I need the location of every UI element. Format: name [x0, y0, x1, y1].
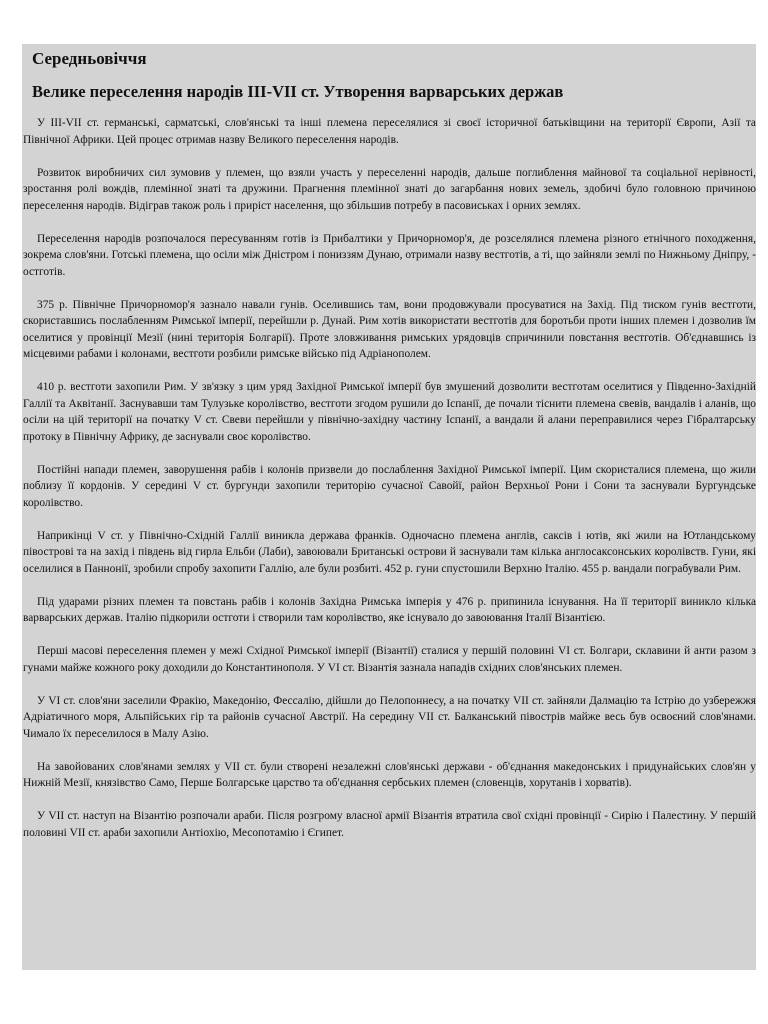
section-heading: Велике переселення народів III-VII ст. Утворення варварських держав: [32, 82, 564, 101]
paragraph: Переселення народів розпочалося пересуванням готів із Прибалтики у Причорномор'я, де розселялися племена різного етнічного походження, зокрема слов'яни. Готські племена, що осіли між Дністром і пониззям Дунаю, отримали назву вестготів, а ті, що зайняли землі по Нижньому Дніпру, - остготів.: [23, 232, 756, 278]
document-body: [22, 115, 756, 841]
paragraph: Перші масові переселення племен у межі Східної Римської імперії (Візантії) сталися у першій половині VI ст. Болгари, склавини й анти разом з гунами майже кожного року доходили до Константинополя. У VI ст. Візантія зазнала нападів східних слов'янських племен.: [23, 645, 756, 674]
paragraph: 410 р. вестготи захопили Рим. У зв'язку з цим уряд Західної Римської імперії був змушений дозволити вестготам оселитися у Південно-Західній Галлії та Аквітанії. Заснувавши там Тулузьке королівство, вестготи згодом рушили до Іспанії, де почали тіснити племена свевів, вандалів і аланів, що осіли на цій території на початку V ст. Свеви перейшли у північно-західну частину Іспанії, а вандали й алани переправилися через Гібралтарську протоку в Північну Африку, де заснували своє королівство.: [23, 381, 756, 443]
paragraph: У III-VII ст. германські, сарматські, слов'янські та інші племена переселялися зі своєї історичної батьківщини на території Європи, Азії та Північної Африки. Цей процес отримав назву Великого переселення народів.: [23, 117, 756, 146]
document-page: [22, 44, 756, 970]
paragraph: Наприкінці V ст. у Північно-Східній Галлії виникла держава франків. Одночасно племена англів, саксів і ютів, які жили на Ютландському півострові та на захід і південь від гирла Ельби (Лаби), завоювали Британські острови й заснували там кілька англосаксонських королівств. Гуни, які оселилися в Паннонії, зробили спробу захопити Галлію, але були розбиті. 452 р. гуни спустошили Верхню Італію. 455 р. вандали пограбували Рим.: [23, 529, 756, 575]
paragraph: На завойованих слов'янами землях у VII ст. були створені незалежні слов'янські держави - об'єднання македонських і придунайських слов'ян у Нижній Мезії, князівство Само, Перше Болгарське царство та об'єднання сербських племен (словенців, хорутанів і хорватів).: [23, 760, 756, 789]
paragraph: Постійні напади племен, заворушення рабів і колонів призвели до послаблення Західної Римської імперії. Цим скористалися племена, що жили поблизу її кордонів. У середині V ст. бургунди захопили територію сучасної Савойї, район Верхньої Рони і Сони та заснували Бургундське королівство.: [23, 463, 756, 509]
paragraph: 375 р. Північне Причорномор'я зазнало навали гунів. Оселившись там, вони продовжували просуватися на Захід. Під тиском гунів вестготи, скориставшись послабленням Римської імперії, перейшли р. Дунай. Рим хотів використати вестготів для боротьби проти інших племен і дозволив їм оселитися у провінції Мезії (нині територія Болгарії). Проте зловживання римських урядовців спричинили повстання вестготів. Об'єднавшись із місцевими рабами і колонами, вестготи розбили римське військо під Адріанополем.: [23, 298, 756, 360]
paragraph: Під ударами різних племен та повстань рабів і колонів Західна Римська імперія у 476 р. припинила існування. На її території виникло кілька варварських держав. Італію підкорили остготи і створили там королівство, яке існувало до завоювання Італії Візантією.: [23, 595, 756, 624]
paragraph: У VI ст. слов'яни заселили Фракію, Македонію, Фессалію, дійшли до Пелопоннесу, а на початку VII ст. зайняли Далмацію та Істрію до узбережжя Адріатичного моря, Альпійських гір та районів сучасної Австрії. На середину VII ст. Балканський півострів майже весь був освоєний слов'янами. Чимало їх переселилося в Малу Азію.: [23, 694, 756, 740]
page-title: Середньовіччя: [32, 49, 147, 68]
paragraph: Розвиток виробничих сил зумовив у племен, що взяли участь у переселенні народів, дальше поглиблення майнової та соціальної нерівності, зростання ролі вождів, племінної знаті та дружини. Прагнення племінної знаті до загарбання нових земель, здобичі було головною причиною переселення народів. Відіграв також роль і приріст населення, що збільшив потребу в пасовиськах і орних землях.: [23, 166, 756, 212]
paragraph: У VII ст. наступ на Візантію розпочали араби. Після розгрому власної армії Візантія втратила свої східні провінції - Сирію і Палестину. У першій половині VII ст. араби захопили Антіохію, Месопотамію і Єгипет.: [23, 810, 756, 839]
